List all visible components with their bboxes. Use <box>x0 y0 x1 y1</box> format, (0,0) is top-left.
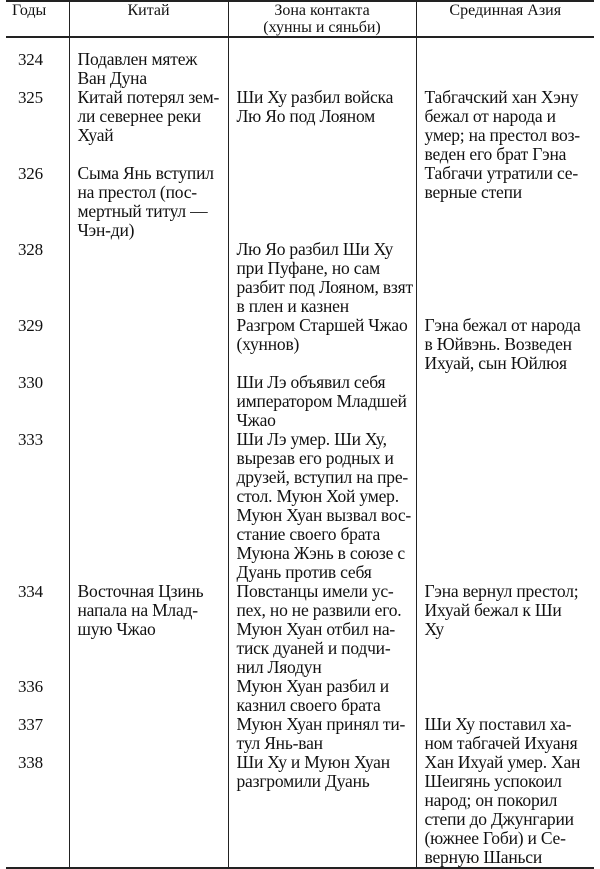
cell-central-asia <box>416 50 594 88</box>
table-row <box>6 753 594 868</box>
table-row <box>6 373 594 430</box>
cell-contact-zone-text: Ши Лэ умер. Ши Ху, вырезав его родных и друзей, вступил на пре- стол. Муюн Хой умер. Муюн Хуан вызвал вос- стание своего брата Муюна Жэнь в союзе с Дуань против себя <box>236 429 412 582</box>
table-header <box>6 1 594 37</box>
cell-contact-zone <box>228 164 416 240</box>
cell-central-asia-text: Табгачский хан Хэну бежал от народа и умер; на престол воз- веден его брат Гэна <box>424 87 580 164</box>
cell-contact-zone <box>228 677 416 715</box>
cell-year <box>6 373 69 430</box>
cell-central-asia <box>416 373 594 430</box>
cell-contact-zone-text: Муюн Хуан принял ти- тул Янь-ван <box>236 714 406 753</box>
cell-year <box>6 50 69 88</box>
cell-central-asia-text: Хан Ихуай умер. Хан Шеигянь успокоил народ; он покорил степи до Джунгарии (южнее Гоби) и Се- верную Шаньси <box>424 752 581 867</box>
cell-china <box>69 677 228 715</box>
table-row <box>6 164 594 240</box>
cell-china-text: Сыма Янь вступил на престол (пос- мертный титул — Чэн-ди) <box>77 163 214 240</box>
header-china: Китай <box>69 1 228 37</box>
cell-contact-zone-text: Муюн Хуан разбил и казнил своего брата <box>236 676 389 715</box>
cell-year-text: 329 <box>18 316 43 335</box>
cell-contact-zone <box>228 240 416 316</box>
cell-year-text: 326 <box>18 164 43 183</box>
cell-year-text: 325 <box>18 88 43 107</box>
cell-china <box>69 88 228 164</box>
header-years: Годы <box>6 1 69 37</box>
cell-contact-zone-text: Лю Яо разбил Ши Ху при Пуфане, но сам разбит под Лояном, взят в плен и казнен <box>236 239 413 316</box>
cell-contact-zone <box>228 50 416 88</box>
cell-year-text: 337 <box>18 715 43 734</box>
cell-contact-zone <box>228 88 416 164</box>
cell-year-text: 338 <box>18 753 43 772</box>
cell-year <box>6 677 69 715</box>
cell-central-asia-text: Гэна бежал от народа в Юйвэнь. Возведен Ихуай, сын Юйлюя <box>424 315 581 373</box>
cell-year <box>6 430 69 582</box>
cell-year-text: 336 <box>18 677 43 696</box>
cell-central-asia <box>416 240 594 316</box>
cell-central-asia <box>416 164 594 240</box>
cell-year <box>6 316 69 373</box>
table-row <box>6 715 594 753</box>
cell-china <box>69 316 228 373</box>
cell-china <box>69 50 228 88</box>
cell-contact-zone <box>228 316 416 373</box>
table-row <box>6 88 594 164</box>
table-body <box>6 37 594 868</box>
cell-central-asia <box>416 677 594 715</box>
cell-china <box>69 373 228 430</box>
cell-china-text: Подавлен мятеж Ван Дуна <box>77 49 198 88</box>
cell-central-asia <box>416 715 594 753</box>
table-row <box>6 316 594 373</box>
cell-contact-zone <box>228 430 416 582</box>
cell-central-asia <box>416 582 594 677</box>
cell-contact-zone-text: Ши Лэ объявил себя императором Младшей Чжао <box>236 372 407 430</box>
table-row <box>6 50 594 88</box>
cell-year-text: 334 <box>18 582 43 601</box>
cell-contact-zone <box>228 753 416 868</box>
cell-contact-zone <box>228 715 416 753</box>
cell-central-asia-text: Табгачи утратили се- верные степи <box>424 163 578 202</box>
cell-year-text: 330 <box>18 373 43 392</box>
cell-year <box>6 715 69 753</box>
cell-central-asia <box>416 430 594 582</box>
table-row <box>6 430 594 582</box>
cell-year <box>6 582 69 677</box>
cell-china <box>69 715 228 753</box>
cell-central-asia-text: Ши Ху поставил ха- ном табгачей Ихуаня <box>424 714 578 753</box>
cell-contact-zone-text: Разгром Старшей Чжао (хуннов) <box>236 315 408 354</box>
table-row <box>6 677 594 715</box>
cell-china <box>69 753 228 868</box>
cell-central-asia <box>416 753 594 868</box>
cell-china <box>69 164 228 240</box>
cell-year-text: 328 <box>18 240 43 259</box>
table-row <box>6 240 594 316</box>
cell-china-text: Китай потерял зем- ли севернее реки Хуай <box>77 87 220 145</box>
cell-contact-zone <box>228 373 416 430</box>
chronology-table <box>6 0 594 869</box>
cell-year <box>6 240 69 316</box>
cell-year <box>6 88 69 164</box>
cell-central-asia <box>416 316 594 373</box>
cell-year <box>6 164 69 240</box>
header-central-asia: Срединная Азия <box>416 1 594 37</box>
cell-china-text: Восточная Цзинь напала на Млад- шую Чжао <box>77 581 204 639</box>
cell-year-text: 333 <box>18 430 43 449</box>
cell-contact-zone-text: Ши Ху и Муюн Хуан разгромили Дуань <box>236 752 390 791</box>
cell-central-asia <box>416 88 594 164</box>
cell-contact-zone <box>228 582 416 677</box>
cell-central-asia-text: Гэна вернул престол; Ихуай бежал к Ши Ху <box>424 581 579 639</box>
cell-year-text: 324 <box>18 50 43 69</box>
header-contact-zone: Зона контакта (хунны и сяньби) <box>228 1 416 37</box>
cell-contact-zone-text: Повстанцы имели ус- пех, но не развили его. Муюн Хуан отбил на- тиск дуаней и подчи- нил Ляодун <box>236 581 402 677</box>
cell-china <box>69 240 228 316</box>
cell-china <box>69 430 228 582</box>
table-row <box>6 582 594 677</box>
cell-china <box>69 582 228 677</box>
cell-contact-zone-text: Ши Ху разбил войска Лю Яо под Лояном <box>236 87 394 126</box>
cell-year <box>6 753 69 868</box>
